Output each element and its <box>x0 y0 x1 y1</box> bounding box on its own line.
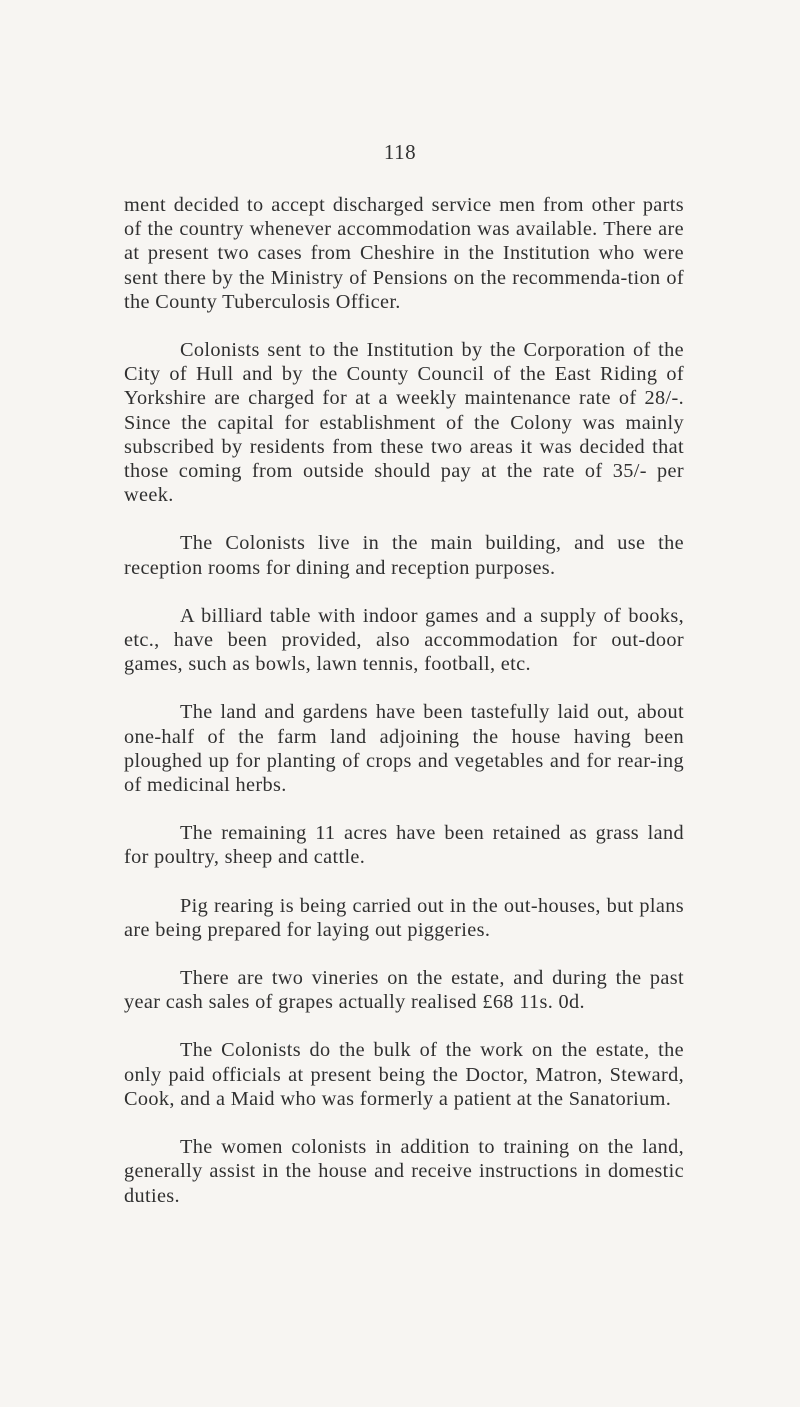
page-number: 118 <box>383 140 417 164</box>
paragraph-3: The Colonists live in the main building, and use the reception rooms for dining and reception purposes. <box>124 532 684 579</box>
paragraph-10: The women colonists in addition to training on the land, generally assist in the house and receive instructions in domestic duties. <box>124 1136 684 1207</box>
paragraph-1: ment decided to accept discharged service men from other parts of the country whenever accommodation was available. There are at present two cases from Cheshire in the Institution who were sent there by the Ministry of Pensions on the recommenda-tion of the County Tuberculosis Officer. <box>124 194 684 313</box>
paragraph-4: A billiard table with indoor games and a supply of books, etc., have been provided, also accommodation for out-door games, such as bowls, lawn tennis, football, etc. <box>124 604 684 676</box>
paragraph-5: The land and gardens have been tastefully laid out, about one-half of the farm land adjoining the house having been ploughed up for planting of crops and vegetables and for rear-ing of medicinal herbs. <box>124 701 684 797</box>
paragraph-9: The Colonists do the bulk of the work on the estate, the only paid officials at present being the Doctor, Matron, Steward, Cook, and a Maid who was formerly a patient at the Sanatorium. <box>124 1039 684 1110</box>
document-body <box>124 193 684 1232</box>
paragraph-6: The remaining 11 acres have been retained as grass land for poultry, sheep and cattle. <box>124 822 684 869</box>
paragraph-2: Colonists sent to the Institution by the Corporation of the City of Hull and by the County Council of the East Riding of Yorkshire are charged for at a weekly maintenance rate of 28/-. Since the capital for establishment of the Colony was mainly subscribed by residents from these two areas it was decided that those coming from outside should pay at the rate of 35/- per week. <box>124 339 684 507</box>
paragraph-8: There are two vineries on the estate, and during the past year cash sales of grapes actually realised £68 11s. 0d. <box>124 967 684 1014</box>
paragraph-7: Pig rearing is being carried out in the out-houses, but plans are being prepared for laying out piggeries. <box>124 894 684 941</box>
